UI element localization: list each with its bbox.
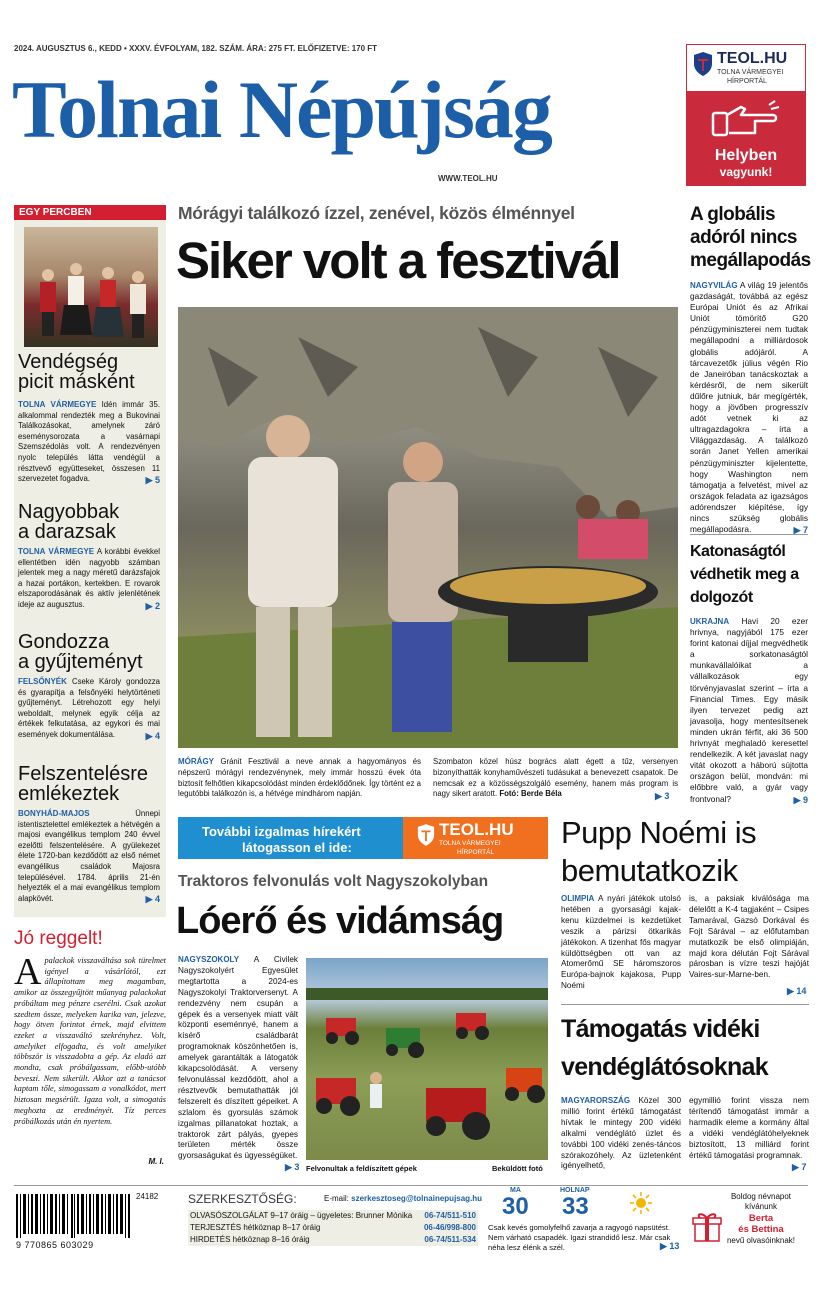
pupp-text-right xyxy=(689,894,809,981)
sidebar-item-darazsak[interactable] xyxy=(18,502,160,612)
page-ref[interactable]: ▶ 2 xyxy=(145,600,160,611)
teol-advert-red-area xyxy=(687,91,805,185)
sidebar-header: EGY PERCBEN xyxy=(14,205,166,220)
sidebar-item-tag: TOLNA VÁRMEGYE xyxy=(18,400,97,409)
lead-page-ref[interactable]: ▶ 3 xyxy=(655,791,670,801)
sidebar-item-body: Ünnepi istentisztelettel emlékeztek a hétvégén a majosi evangélikus templom 240 évvel ezelőtti felszentelésére. A gyülekezet élete 1720-ban kezdődött az első német evangélikus családok Majosra településével. 1784. április 21-én helyezték el a mai evangélikus templom alapkövét. xyxy=(18,809,160,903)
barcode xyxy=(16,1192,166,1250)
story-tag: NAGYVILÁG xyxy=(690,281,738,290)
story-tag: UKRAJNA xyxy=(690,617,730,626)
nameday-box xyxy=(690,1192,808,1250)
tractor-page-ref[interactable]: ▶ 3 xyxy=(285,1162,300,1172)
office-rows xyxy=(188,1210,478,1246)
lead-caption-left xyxy=(178,757,421,800)
page-ref[interactable]: ▶ 4 xyxy=(145,730,160,741)
sidebar-item-tag: TOLNA VÁRMEGYE xyxy=(18,547,95,556)
page-ref[interactable]: ▶ 7 xyxy=(793,525,808,536)
tractor-text xyxy=(178,955,298,1162)
email-label: E-mail: xyxy=(324,1194,349,1203)
tractor-photo xyxy=(306,958,548,1160)
global-tax-story[interactable] xyxy=(690,203,811,536)
pupp-divider xyxy=(561,1004,809,1005)
pointing-hand-icon xyxy=(711,99,781,139)
lead-caption-left-text: Gránit Fesztivál a neve annak a hagyományos és népszerű mórágyi rendezvénynek, mely immár hosszú évek óta biztosít felhőtlen kikapcsolódást minden érdeklődőnek. Így történt ez a legutóbbi találkozón is, a hétvége mindhárom napján. xyxy=(178,757,422,799)
tractor-photo-credit: Beküldött fotó xyxy=(492,1164,543,1173)
tractor-tag: NAGYSZOKOLY xyxy=(178,955,240,964)
barcode-icon xyxy=(16,1194,132,1238)
pupp-page-ref[interactable]: ▶ 14 xyxy=(787,986,807,996)
story-text xyxy=(690,280,808,535)
tractor-body: A Civilek Nagyszokolyért Egyesület megtartotta a 2024-es Nagyszokolyi Traktorversenyt. A rendezvény nem csupán a gépek és a versenyek miatt vált központi eseménnyé, hanem a kísérő családbarát programoknak köszönhetően is, amelyek garantálták a látogatók kikapcsolódását. A verseny felvonulással kezdődött, ahol a résztvevők bemutathatták jól felszerelt és díszített gépeiket. A szlalom és gyorsulás számok izgalmas pillanatokat hoztak, a traktorok zárt pályás, gyepes területen mérték össze gyorsaságukat és ügyességüket. xyxy=(178,955,298,1161)
dateline-separator: • xyxy=(123,44,129,53)
teol-advert-sub1: TOLNA VÁRMEGYEI xyxy=(717,69,784,76)
nameday-line3: nevű olvasóinknak! xyxy=(726,1236,796,1245)
page-ref[interactable]: ▶ 4 xyxy=(145,894,160,905)
sidebar-item-title xyxy=(18,502,160,542)
dancers-illustration xyxy=(24,227,158,347)
sidebar-item-title-line1: Felszentelésre xyxy=(18,763,149,785)
story-headline: Katonaságtól védhetik meg a dolgozót xyxy=(690,543,799,606)
lead-kicker: Mórágyi találkozó ízzel, zenével, közös élménnyel xyxy=(178,203,575,223)
office-row xyxy=(188,1234,478,1246)
office-row-label: OLVASÓSZOLGÁLAT 9–17 óráig – ügyeletes: Brunner Mónika xyxy=(190,1211,413,1220)
sidebar-item-tag: FELSŐNYÉK xyxy=(18,677,67,686)
sidebar-item-text xyxy=(18,400,160,485)
office-row-phone[interactable]: 06-74/511-510 xyxy=(424,1211,476,1220)
column-body: palackok visszaváltása sok türelmet igényel a vásárlótól, ezt állapítottam meg magamban, amikor az összegyűjtött műanyag palackokat próbáltam meg pénzre cserélni. Csak azokat szedtem össze, melyeken karika van, jelezve, hogy ötven forintot érnek, majd elvittem ezeket a visszaváltó szekrényhez. Volt, amelyiket elfogadta, és volt amelyiket többször is visszadobta a gép. Az eladó azt mondta, csak próbálgassam, előbb-utóbb beveszi. Nem sikerült. Akkor azt a tanácsot kaptam tőle, simogassam a vonalkódot, mert biztosan megsérült. Igaza volt, a simogatás meghozta az eredményét. Tíz perces próbálkozás után én nyertem. xyxy=(14,956,166,1126)
pupp-body-right: is, a paksiak kiválósága ma délelőtt a K-4 tagjaként – Csipes Tamarával, Gazsó Dorkával és Fojt Sárával – az előfutamban mutatkozik be első olimpiáján, majd kora délután Fojt Sárával párosban is vízre teszi hajóját Vaires-sur-Marne-ben. xyxy=(689,894,809,980)
dateline: 2024. AUGUSZTUS 6., KEDD xyxy=(14,44,122,53)
sidebar-item-title xyxy=(18,632,160,672)
pupp-headline[interactable] xyxy=(561,814,811,890)
support-body-left: Közel 300 millió forint értékű támogatást hívtak le mintegy 200 vidéki alkalmi vendéglátó üzlet és további 100 vidéki zenés-táncos szórakozóhely. Az üzletenként igényelhető, xyxy=(561,1096,681,1171)
barcode-issue: 24182 xyxy=(136,1192,159,1201)
teol-advert[interactable] xyxy=(686,44,806,186)
support-headline[interactable] xyxy=(561,1010,811,1086)
right-column-divider xyxy=(690,534,808,535)
sidebar-item-body: Cseke Károly gondozza és gyarapítja a felsőnyéki helytörténeti gyűjteményt. Létrehozott egy helyi weboldalt, melynek egyik célja az értékek felkutatása, az egykori és mai események dokumentálása. xyxy=(18,677,160,739)
sidebar-item-title xyxy=(18,352,160,392)
nameday-name2: és Bettina xyxy=(738,1224,784,1235)
dance-photo xyxy=(24,227,158,347)
office-email-row xyxy=(324,1194,482,1203)
weather-text: Csak kevés gomolyfelhő zavarja a ragyogó napsütést. Nem várható csapadék. Igazi strandidő lesz. Már csak néha lesz élénk a szél. xyxy=(488,1223,671,1252)
column-dropcap: A xyxy=(14,951,42,993)
sidebar-item-title-line1: Nagyobbak xyxy=(18,501,120,523)
sidebar-item-tag: BONYHÁD-MAJOS xyxy=(18,809,90,818)
promo-sub1: TOLNA VÁRMEGYEI xyxy=(439,840,501,847)
pupp-body-left: A nyári játékok utolsó hetében a gyorsasági kajak-kenu küzdelmei is kezdetüket veszik a párizsi ötkarikás játékokon. A tizenhat fős magyar küldöttségben ott van az Atomerőmű SE háromszoros Európa-bajnok kajakosa, Pupp Noémi xyxy=(561,894,681,991)
promo-line2: látogasson el ide: xyxy=(242,840,352,855)
lead-photo-credit: Fotó: Berde Béla xyxy=(499,789,562,799)
promo-sub2: HÍRPORTÁL xyxy=(457,849,495,856)
office-row-label: TERJESZTÉS hétköznap 8–17 óráig xyxy=(190,1223,321,1232)
festival-photo xyxy=(178,307,678,748)
sidebar-item-title xyxy=(18,764,160,804)
tractor-headline[interactable]: Lóerő és vidámság xyxy=(176,900,504,942)
website-url[interactable]: WWW.TEOL.HU xyxy=(438,174,498,183)
sidebar-item-gyujtemeny[interactable] xyxy=(18,632,160,742)
page-ref[interactable]: ▶ 5 xyxy=(145,474,160,485)
volume-info: XXXV. ÉVFOLYAM, 182. SZÁM. ÁRA: 275 FT. ELŐFIZETVE: 170 FT xyxy=(129,44,378,53)
weather-page-ref[interactable]: ▶ 13 xyxy=(660,1241,680,1251)
office-title: SZERKESZTŐSÉG: xyxy=(188,1192,297,1206)
pupp-headline-line2: bemutatkozik xyxy=(561,853,738,888)
sidebar-item-title-line1: Vendégség xyxy=(18,351,119,373)
support-text-right xyxy=(689,1096,809,1161)
tractor-kicker: Traktoros felvonulás volt Nagyszokolyban xyxy=(178,873,489,890)
support-headline-line1: Támogatás vidéki xyxy=(561,1015,760,1043)
nameday-line2: kívánunk xyxy=(744,1202,778,1211)
promo-logo: TEOL.HU xyxy=(439,820,514,839)
office-row-phone[interactable]: 06-74/511-534 xyxy=(424,1235,476,1244)
sidebar-item-title-line2: emlékeztek xyxy=(18,783,120,805)
support-tag: MAGYARORSZÁG xyxy=(561,1096,631,1105)
office-row xyxy=(188,1210,478,1222)
dateline-row xyxy=(14,44,377,53)
sidebar-item-body: A korábbi évekkel ellentétben idén nagyobb számban jelentek meg a nagy méretű darázsfajok a hazai portákon, kertekben. E rovarok elszaporodásának és aktív jelenlétének ideje az augusztus. xyxy=(18,547,160,609)
pupp-text-left xyxy=(561,894,681,992)
office-row xyxy=(188,1222,478,1234)
sidebar-item-vendegseg[interactable] xyxy=(18,352,160,486)
barcode-number: 9 770865 603029 xyxy=(16,1240,94,1250)
nameday-name1: Berta xyxy=(748,1213,774,1224)
promo-line1: További izgalmas hírekért xyxy=(202,824,361,839)
column-text xyxy=(14,951,166,1127)
footer xyxy=(14,1185,808,1251)
office-row-label: HIRDETÉS hétköznap 8–16 óráig xyxy=(190,1235,310,1244)
tractor-illustration xyxy=(306,958,548,1160)
support-body-right: egymillió forint vissza nem térítendő támogatást immár a harmadik eleme a kormány által a vidéki vendéglátóhelyeknek biztosított, 13 milliárd forint értékű támogatási programnak. xyxy=(689,1096,809,1160)
teol-promo-banner[interactable] xyxy=(178,817,548,859)
newspaper-title: Tolnai Népújság xyxy=(12,64,551,155)
story-headline: A globális adóról nincs megállapodás xyxy=(690,204,811,271)
office-row-phone[interactable]: 06-46/998-800 xyxy=(423,1223,476,1232)
story-body: Havi 20 ezer hrivnya, nagyjából 175 ezer forint katonai díjjal megvédhetik a sorkatonaságtól munkavállalóikat a vállalkozások egy törvényjavaslat szerint – írta a Financial Times. Egy másik ilyen tervezet pedig azt javasolja, hogy mentesítsenek minden ukrán férfit, aki 36 500 hrivnyát meghaladó keresettel rendelkezik. A két javaslat nagy vitát okozott a háború sújtotta országon belül, mondván: mi előbbre való, a gyár vagy frontvonal? xyxy=(690,616,809,804)
jo-reggelt-column xyxy=(14,928,166,1178)
email-link[interactable]: szerkesztoseg@tolnainepujsag.hu xyxy=(351,1194,483,1203)
teol-advert-logo: TEOL.HU xyxy=(717,50,788,67)
weather-today-temp: 30 xyxy=(502,1193,529,1220)
pupp-headline-line1: Pupp Noémi is xyxy=(561,815,757,850)
pupp-tag: OLIMPIA xyxy=(561,894,595,903)
lead-caption-tag: MÓRÁGY xyxy=(178,757,214,766)
sidebar-item-body: Idén immár 35. alkalommal rendezték meg a Bukovinai Találkozásokat, amelynek záró eseménysorozata a vasárnapi Szemszédolás volt. A rendezvényen nyolc település látta vendégül a résztvevő együtteseket, összesen 11 szervezetet fogadva. xyxy=(18,400,160,484)
support-page-ref[interactable]: ▶ 7 xyxy=(792,1162,807,1172)
sidebar-item-title-line2: a darazsak xyxy=(18,521,116,543)
story-body: A világ 19 jelentős gazdaságát, továbbá az egész Európai Uniót és az Afrikai Uniót tömörítő G20 pénzügyminiszterei nem tudtak megállapodni a milliárdosok globális adójáról. A tárcavezetők július végén Rio de Janeiróban tanácskoztak a kérdésről, de nem sikerült dűlőre jutniuk, bár megígérték, hogy a jövőben progresszív adót vetnek ki az ultragazdagokra – írta a Világgazdaság. A találkozó során Janet Yellen amerikai pénzügyminiszter kijelentette, hogy Washington nem támogatja a felvetést, mivel az országok feladata az igazságos adórendszer kiépítése, így nincs szükség globális megállapodásra. xyxy=(690,280,808,535)
sidebar-item-title-line1: Gondozza xyxy=(18,631,110,653)
editorial-office xyxy=(188,1192,483,1248)
weather-tomorrow-temp: 33 xyxy=(562,1193,589,1220)
teol-advert-slogan1: Helyben xyxy=(714,147,778,164)
weather-today-label: MA xyxy=(510,1187,521,1194)
sidebar-item-felszenteles[interactable] xyxy=(18,764,160,905)
sidebar-item-title-line2: picit másként xyxy=(18,371,135,393)
shield-icon xyxy=(693,51,713,77)
sun-icon xyxy=(630,1192,652,1214)
promo-logo-box xyxy=(403,817,548,859)
support-text-left xyxy=(561,1096,681,1172)
teol-advert-logo-area xyxy=(687,45,805,91)
nameday-line1: Boldog névnapot xyxy=(730,1192,792,1201)
teol-advert-sub2: HÍRPORTÁL xyxy=(727,78,767,85)
military-story[interactable] xyxy=(690,540,808,806)
sidebar-item-title-line2: a gyűjteményt xyxy=(18,651,143,673)
weather-box xyxy=(488,1186,684,1250)
lead-headline[interactable]: Siker volt a fesztivál xyxy=(176,232,620,289)
page-ref[interactable]: ▶ 9 xyxy=(793,794,808,805)
lead-caption-right-text: Szombaton közel húsz bogrács alatt égett a tűz, versenyen bizonyíthatták konyhaművészeti tudásukat a benevezett csapatok. De nemcsak ez a közösségszolgáló esemény, hanem más program is nagy sikert aratott. xyxy=(433,757,678,799)
festival-illustration xyxy=(178,307,678,748)
masthead xyxy=(14,40,674,190)
story-text xyxy=(690,616,808,805)
column-title: Jó reggelt! xyxy=(14,928,103,949)
shield-icon xyxy=(417,823,435,847)
teol-advert-slogan2: vagyunk! xyxy=(719,165,773,179)
column-author: M. I. xyxy=(148,1157,164,1166)
sidebar-item-text xyxy=(18,809,160,904)
weather-tomorrow-label: HOLNAP xyxy=(560,1187,590,1194)
lead-caption-right xyxy=(433,757,678,800)
support-headline-line2: vendéglátósoknak xyxy=(561,1053,768,1081)
tractor-photo-caption: Felvonultak a feldíszített gépek xyxy=(306,1164,417,1173)
